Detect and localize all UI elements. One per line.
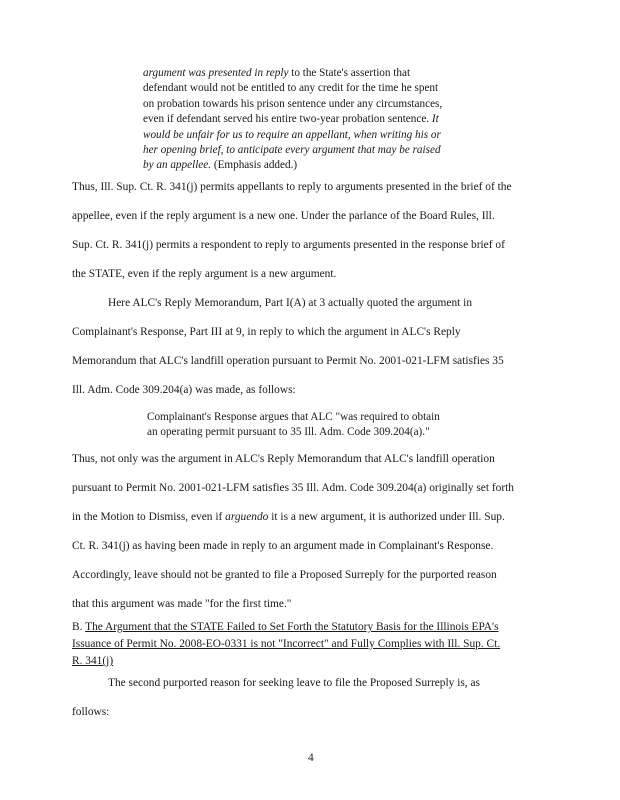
paragraph-line: Complainant's Response, Part III at 9, in reply to which the argument in ALC's Reply: [72, 326, 461, 338]
paragraph-line: the STATE, even if the reply argument is a new argument.: [72, 268, 337, 280]
paragraph-line: follows:: [72, 706, 110, 718]
quote-text: even if defendant served his entire two-year probation sentence.: [143, 113, 430, 126]
paragraph-line: The second purported reason for seeking leave to file the Proposed Surreply is, as: [108, 677, 480, 689]
paragraph-line: Ill. Adm. Code 309.204(a) was made, as follows:: [72, 384, 296, 396]
quote-italic: argument was presented in reply: [143, 67, 289, 79]
section-heading-text: The Argument that the STATE Failed to Set Forth the Statutory Basis for the Illinois EPA's: [85, 621, 499, 633]
paragraph-line: Accordingly, leave should not be granted to file a Proposed Surreply for the purported reason: [72, 569, 497, 581]
quote-text: (Emphasis added.): [211, 159, 298, 172]
page-number: 4: [308, 752, 314, 764]
paragraph-line: appellee, even if the reply argument is a new one. Under the parlance of the Board Rules, Ill.: [72, 210, 495, 222]
paragraph-line: [72, 510, 505, 524]
quote-italic: by an appellee.: [143, 159, 212, 172]
quote-italic: It: [429, 113, 439, 126]
quote-line: defendant would not be entitled to any credit for the time he spent: [143, 82, 439, 95]
quote-text: to the State's assertion that: [288, 67, 411, 79]
section-heading-text: R. 341(j): [72, 655, 114, 667]
section-heading-text: Issuance of Permit No. 2008-EO-0331 is not "Incorrect" and Fully Complies with Ill. Sup. Ct.: [72, 638, 501, 650]
block-quote-1: [143, 66, 473, 174]
paragraph-line: Thus, not only was the argument in ALC's Reply Memorandum that ALC's landfill operation: [72, 453, 495, 465]
quote-line: [143, 66, 473, 81]
paragraph-line: Ct. R. 341(j) as having been made in reply to an argument made in Complainant's Response.: [72, 540, 494, 552]
quote-line: on probation towards his prison sentence under any circumstances,: [143, 97, 443, 110]
quote-line: would be unfair for us to require an appellant, when writing his or: [143, 128, 441, 141]
paragraph-text: in the Motion to Dismiss, even if: [72, 511, 226, 523]
quote-line: [143, 112, 473, 127]
quote-line: her opening brief, to anticipate every argument that may be raised: [143, 144, 441, 157]
paragraph-line: Thus, Ill. Sup. Ct. R. 341(j) permits appellants to reply to arguments presented in the brief of the: [72, 181, 512, 193]
quote-line: [143, 158, 473, 173]
paragraph-line: Here ALC's Reply Memorandum, Part I(A) at 3 actually quoted the argument in: [108, 297, 473, 309]
paragraph-line: that this argument was made "for the first time.": [72, 598, 292, 610]
paragraph-line: Sup. Ct. R. 341(j) permits a respondent to reply to arguments presented in the response brief of: [72, 239, 505, 251]
section-heading: [72, 619, 552, 670]
paragraph-line: Memorandum that ALC's landfill operation pursuant to Permit No. 2001-021-LFM satisfies 35: [72, 355, 504, 367]
section-label: B.: [72, 621, 83, 633]
paragraph-line: pursuant to Permit No. 2001-021-LFM satisfies 35 Ill. Adm. Code 309.204(a) originally set forth: [72, 482, 514, 494]
quote-line: Complainant's Response argues that ALC "was required to obtain: [147, 411, 440, 423]
quote-line: an operating permit pursuant to 35 Ill. Adm. Code 309.204(a).": [147, 426, 430, 438]
paragraph-text: it is a new argument, it is authorized under Ill. Sup.: [268, 511, 505, 523]
paragraph-italic: arguendo: [225, 511, 269, 523]
